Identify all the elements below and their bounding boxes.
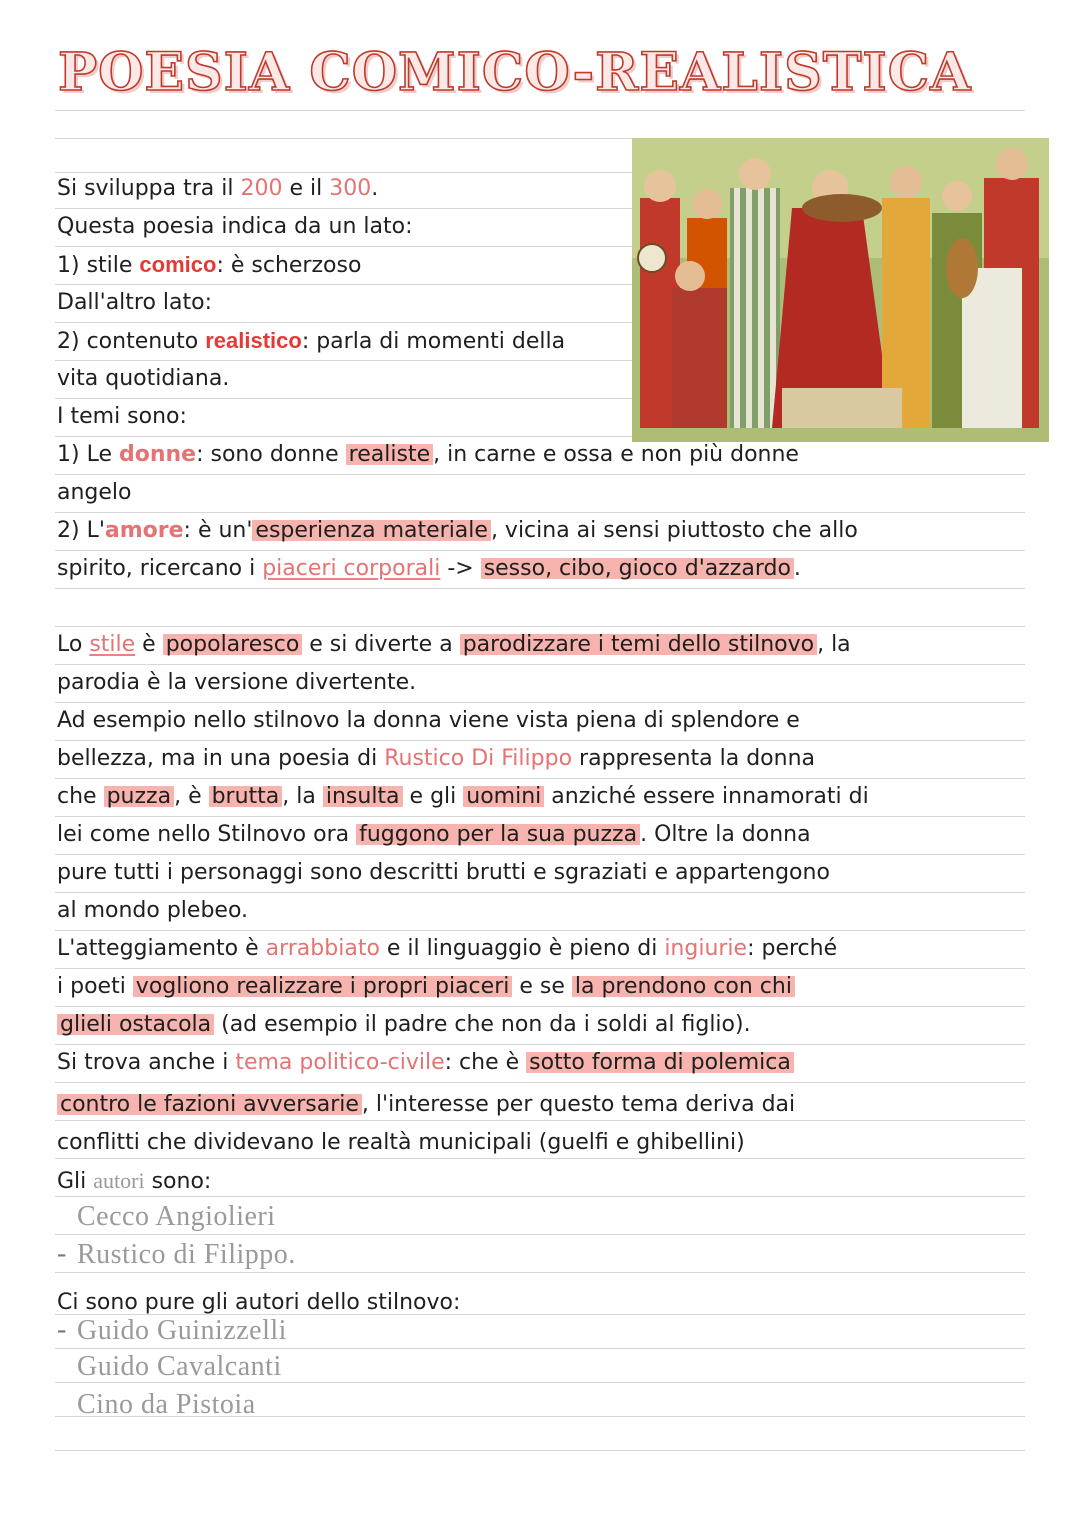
- text-line: L'atteggiamento è arrabbiato e il linguaggio è pieno di ingiurie: perché: [57, 936, 838, 961]
- author-rustico-di-filippo: Rustico di Filippo.: [77, 1239, 296, 1270]
- text-line: lei come nello Stilnovo ora fuggono per la sua puzza . Oltre la donna: [57, 822, 811, 847]
- ruled-line: [55, 550, 1025, 551]
- ruled-line: [55, 1044, 1025, 1045]
- ruled-line: [55, 626, 1025, 627]
- text-line: Dall'altro lato:: [57, 290, 213, 315]
- ruled-line: [55, 702, 1025, 703]
- ruled-line: [55, 110, 1025, 111]
- ruled-line: [55, 512, 1025, 513]
- text-line: vita quotidiana.: [57, 366, 230, 391]
- ruled-line: [55, 1234, 1025, 1235]
- ruled-line: [55, 1120, 1025, 1121]
- author-guido-cavalcanti: Guido Cavalcanti: [77, 1351, 282, 1382]
- text-line: 2) contenuto realistico: parla di momenti della: [57, 328, 566, 354]
- text-line: 1) stile comico: è scherzoso: [57, 252, 362, 278]
- ruled-line: [55, 474, 1025, 475]
- list-dash: -: [57, 1238, 67, 1269]
- text-line: Si trova anche i tema politico-civile: che è sotto forma di polemica: [57, 1048, 794, 1078]
- ruled-line: [55, 588, 1025, 589]
- text-line: che puzza , è brutta , la insulta e gli uomini anziché essere innamorati di: [57, 784, 869, 809]
- text-line: Ci sono pure gli autori dello stilnovo:: [57, 1290, 461, 1315]
- ruled-line: [55, 816, 1025, 817]
- page-title: POESIA COMICO-REALISTICA: [58, 42, 972, 103]
- ruled-line: [55, 1006, 1025, 1007]
- text-line: 1) Le donne: sono donne realiste , in carne e ossa e non più donne: [57, 442, 799, 467]
- ruled-line: [55, 1196, 1025, 1197]
- text-line: 2) L'amore: è un' esperienza materiale , vicina ai sensi piuttosto che allo: [57, 518, 858, 543]
- text-line: spirito, ricercano i piaceri corporali -> sesso, cibo, gioco d'azzardo .: [57, 556, 801, 581]
- text-line: Ad esempio nello stilnovo la donna viene vista piena di splendore e: [57, 708, 800, 733]
- ruled-line: [55, 778, 1025, 779]
- medieval-musicians-image: [632, 138, 1049, 442]
- text-line: contro le fazioni avversarie , l'interesse per questo tema deriva dai: [57, 1090, 795, 1120]
- text-line: pure tutti i personaggi sono descritti brutti e sgraziati e appartengono: [57, 860, 830, 885]
- ruled-line: [55, 1348, 1025, 1349]
- author-guido-guinizzelli: Guido Guinizzelli: [77, 1315, 287, 1346]
- ruled-line: [55, 1272, 1025, 1273]
- text-line: Si sviluppa tra il 200 e il 300.: [57, 176, 379, 201]
- text-line: Gli autori sono:: [57, 1168, 212, 1194]
- text-line: parodia è la versione divertente.: [57, 670, 417, 695]
- text-line: conflitti che dividevano le realtà municipali (guelfi e ghibellini): [57, 1130, 745, 1155]
- text-line: Lo stile è popolaresco e si diverte a parodizzare i temi dello stilnovo , la: [57, 632, 851, 657]
- ruled-line: [55, 740, 1025, 741]
- text-line: angelo: [57, 480, 132, 505]
- text-line: I temi sono:: [57, 404, 187, 429]
- text-line: Questa poesia indica da un lato:: [57, 214, 413, 239]
- text-line: glieli ostacola (ad esempio il padre che non da i soldi al figlio).: [57, 1010, 751, 1040]
- ruled-line: [55, 892, 1025, 893]
- ruled-line: [55, 1158, 1025, 1159]
- text-line: al mondo plebeo.: [57, 898, 249, 923]
- author-cecco-angiolieri: Cecco Angiolieri: [77, 1201, 276, 1232]
- text-line: i poeti vogliono realizzare i propri piaceri e se la prendono con chi: [57, 972, 795, 1002]
- ruled-line: [55, 968, 1025, 969]
- ruled-line: [55, 854, 1025, 855]
- ruled-line: [55, 664, 1025, 665]
- text-line: bellezza, ma in una poesia di Rustico Di Filippo rappresenta la donna: [57, 746, 816, 771]
- ruled-line: [55, 1082, 1025, 1083]
- ruled-line: [55, 930, 1025, 931]
- author-cino-da-pistoia: Cino da Pistoia: [77, 1389, 256, 1420]
- list-dash: -: [57, 1314, 67, 1345]
- ruled-line: [55, 1450, 1025, 1451]
